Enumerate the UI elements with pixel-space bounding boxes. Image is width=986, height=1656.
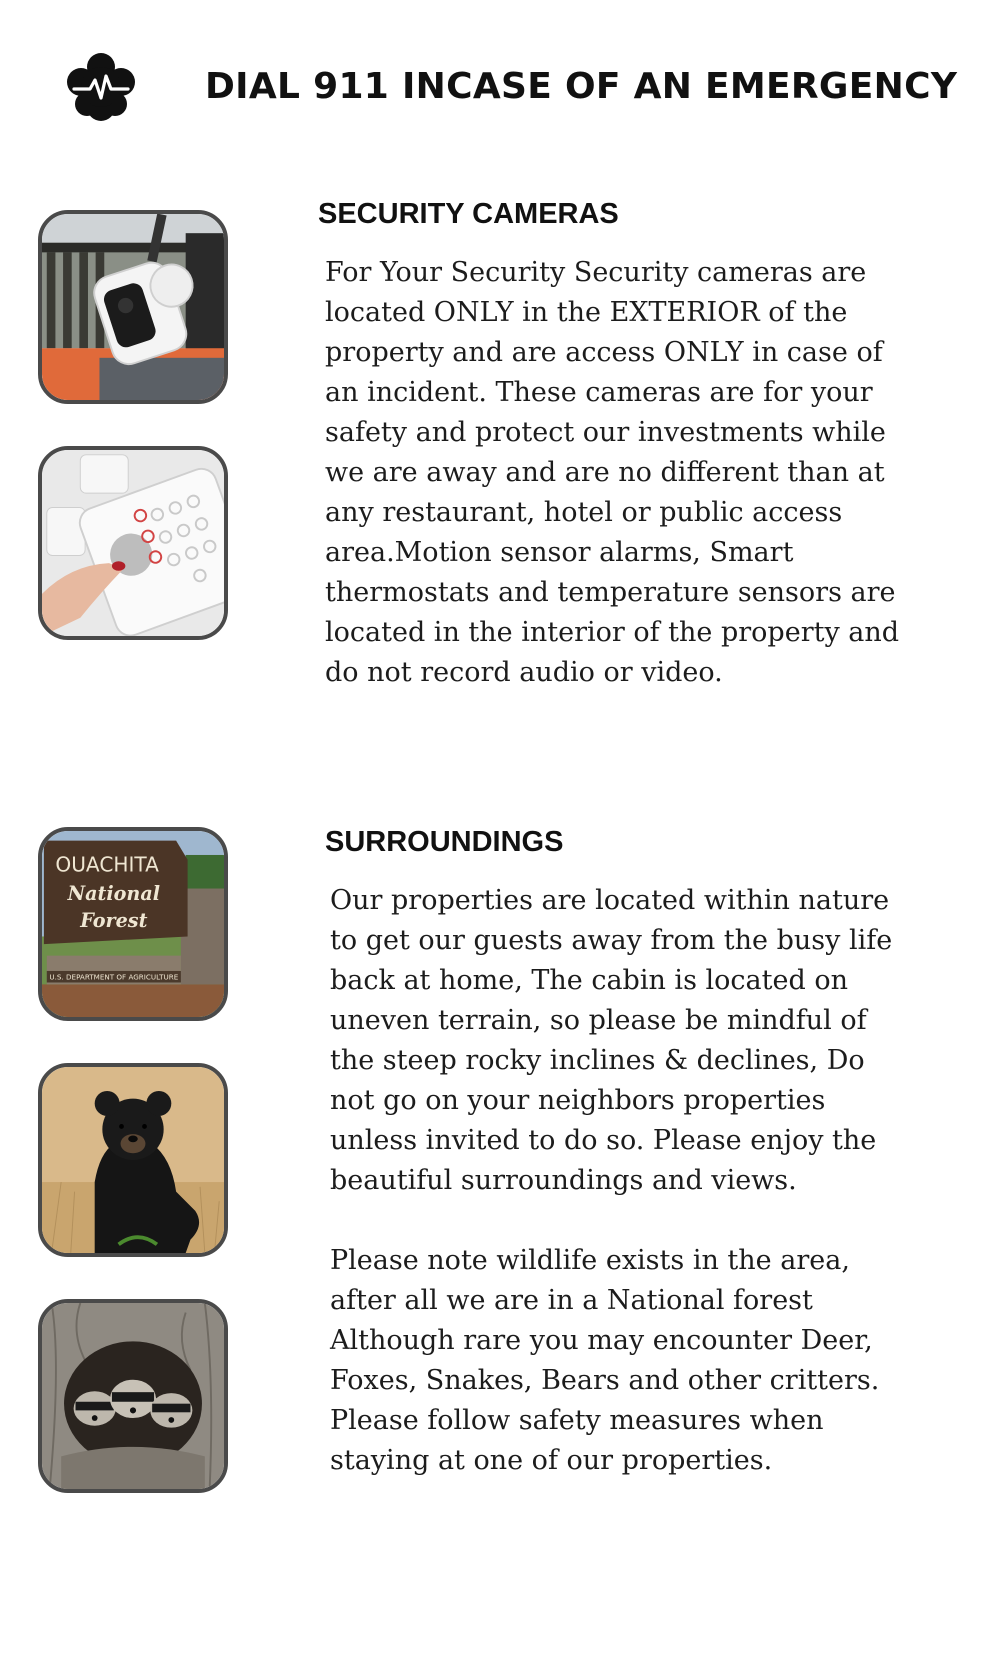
alarm-keypad-photo — [38, 446, 228, 640]
raccoons-in-tree-photo — [38, 1299, 228, 1493]
security-cameras-text: For Your Security Security cameras are located ONLY in the EXTERIOR of the property and are access ONLY in case of an incident. These cameras are for your safety and protect our investments while we are away and are no different than at any restaurant, hotel or public access area.Motion sensor alarms, Smart thermostats and temperature sensors are located in the interior of the property and do not record audio or video. — [325, 257, 900, 688]
forest-sign-line2: National — [67, 882, 161, 906]
security-cameras-heading: SECURITY CAMERAS — [318, 198, 619, 230]
forest-sign-line3: Forest — [80, 908, 148, 932]
security-camera-photo — [38, 210, 228, 404]
medical-star-heartbeat-icon — [66, 52, 136, 122]
national-forest-sign-photo — [38, 827, 228, 1021]
surroundings-heading: SURROUNDINGS — [325, 826, 564, 858]
surroundings-text: Our properties are located within nature to get our guests away from the busy life back at home, The cabin is located on uneven terrain, so please be mindful of the steep rocky inclines & declines, Do not go on your neighbors properties unless invited to do so. Please enjoy the beautiful surroundings and views. — [330, 885, 893, 1196]
wildlife-notice-text: Please note wildlife exists in the area, after all we are in a National forest Although rare you may encounter Deer, Foxes, Snakes, Bears and other critters. Please follow safety measures when staying at one of our properties. — [330, 1245, 880, 1476]
black-bear-photo — [38, 1063, 228, 1257]
forest-sign-line1: OUACHITA — [55, 852, 159, 877]
forest-sign-footer: U.S. DEPARTMENT OF AGRICULTURE — [49, 972, 179, 982]
emergency-header-title: DIAL 911 INCASE OF AN EMERGENCY — [205, 66, 958, 107]
